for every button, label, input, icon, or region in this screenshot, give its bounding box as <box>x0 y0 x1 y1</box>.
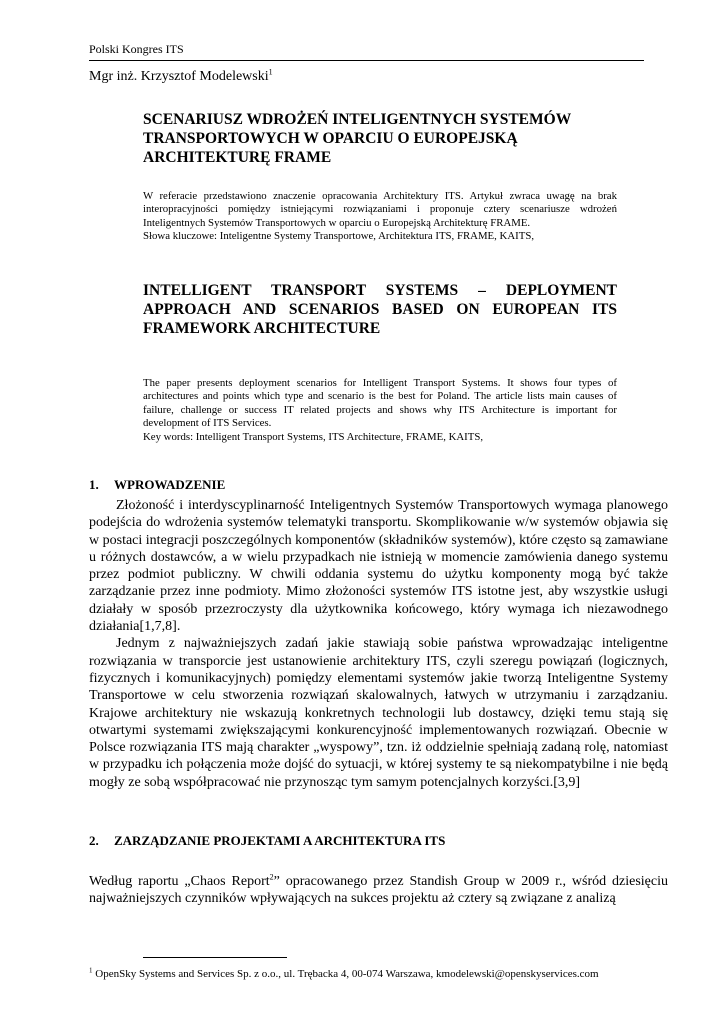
abstract-polish-text: W referacie przedstawiono znaczenie opracowania Architektury ITS. Artykuł zwraca uwagę na brak interopracyjności pomiędzy istniejącymi rozwiązaniami i proponuje cztery scenariusze wdrożeń Inteligentnych Systemów Transportowych w oparciu o Europejską Architekturę FRAME. <box>143 190 617 229</box>
keywords-polish: Słowa kluczowe: Inteligentne Systemy Transportowe, Architektura ITS, FRAME, KAITS, <box>143 230 535 243</box>
title-polish: SCENARIUSZ WDROŻEŃ INTELIGENTNYCH SYSTEMÓW TRANSPORTOWYCH W OPARCIU O EUROPEJSKĄ ARCHITEKTURĘ FRAME <box>143 111 571 166</box>
author-footnote-mark: 1 <box>268 67 273 77</box>
paragraph: Jednym z najważniejszych zadań jakie stawiają sobie państwa wprowadzając inteligentne rozwiązania w transporcie jest ustanowienie architektury ITS, czyli szeregu powiązań (logicznych, fizycznych i komunikacyjnych) pomiędzy elementami systemów jakie tworzą Inteligentne Systemy Transportowe w celu stworzenia rozwiązań skalowalnych, łatwych w utrzymaniu i zarządzaniu. Krajowe architektury nie wskazują konkretnych technologii lub dostawcy, dzięki temu stają się otwartymi systemami zwiększającymi konkurencyjność implementowanych rozwiązań. Obecnie w Polsce rozwiązania ITS mają charakter „wyspowy”, tzn. iż oddzielnie spełniają zadaną rolę, natomiast w przypadku ich połączenia może dojść do sytuacji, w której systemy te są niekompatybilne i nie będą mogły ze sobą współpracować nie przynosząc tym samym potencjalnych korzyści.[3,9] <box>89 636 668 790</box>
paragraph: Złożoność i interdyscyplinarność Inteligentnych Systemów Transportowych wymaga planowego podejścia do wdrożenia systemów telematyki transportu. Skomplikowanie w/w systemów objawia się w postaci integracji poszczególnych komponentów (składników systemów), które często są zamawiane u różnych dostawców, a w wielu przypadkach nie istnieją w momencie zamówienia danego systemu przez podmiot publiczny. W chwili oddania systemu do użytku komponenty mogą być także zarządzanie przez inne podmioty. Mimo złożoności systemów ITS istotne jest, aby wszystkie usługi działały w sposób przezroczysty dla użytkownika końcowego, który wymaga ich niezawodnego działania[1,7,8]. <box>89 498 668 635</box>
paragraph-text-start: Według raportu „Chaos Report <box>89 874 270 889</box>
section-2-body <box>89 873 668 908</box>
section-1-number: 1. <box>89 477 99 492</box>
header-rule <box>89 60 644 61</box>
section-1-body <box>89 497 668 791</box>
running-header: Polski Kongres ITS <box>89 42 184 56</box>
footnote-separator <box>143 957 287 958</box>
author-line <box>89 69 273 85</box>
abstract-english <box>143 377 617 444</box>
footnote-reference: 2 <box>269 872 274 882</box>
section-2-title: ZARZĄDZANIE PROJEKTAMI A ARCHITEKTURA ITS <box>114 833 446 848</box>
footnote <box>89 968 599 980</box>
abstract-polish <box>143 190 617 244</box>
section-1-heading <box>89 477 225 493</box>
author-name: Mgr inż. Krzysztof Modelewski <box>89 69 269 84</box>
section-2-heading <box>89 833 445 849</box>
footnote-mark: 1 <box>89 966 93 975</box>
abstract-english-text: The paper presents deployment scenarios for Intelligent Transport Systems. It shows four types of architectures and points which type and scenario is the best for Poland. The article lists main causes of failure, challenge or success IT related projects and shows why ITS Architecture is important for development of ITS Services. <box>143 377 617 430</box>
section-1-title: WPROWADZENIE <box>114 477 226 492</box>
section-2-number: 2. <box>89 833 99 848</box>
title-english: INTELLIGENT TRANSPORT SYSTEMS – DEPLOYMENT APPROACH AND SCENARIOS BASED ON EUROPEAN ITS FRAMEWORK ARCHITECTURE <box>143 282 617 337</box>
paragraph <box>89 873 668 908</box>
paragraph-text-end: ” opracowanego przez Standish Group w 2009 r., wśród dziesięciu najważniejszych czynników wpływających na sukces projektu aż cztery są związane z analizą <box>89 874 668 907</box>
footnote-text: OpenSky Systems and Services Sp. z o.o., ul. Trębacka 4, 00-074 Warszawa, kmodelewski@openskyservices.com <box>92 968 599 980</box>
keywords-english: Key words: Intelligent Transport Systems, ITS Architecture, FRAME, KAITS, <box>143 430 484 443</box>
